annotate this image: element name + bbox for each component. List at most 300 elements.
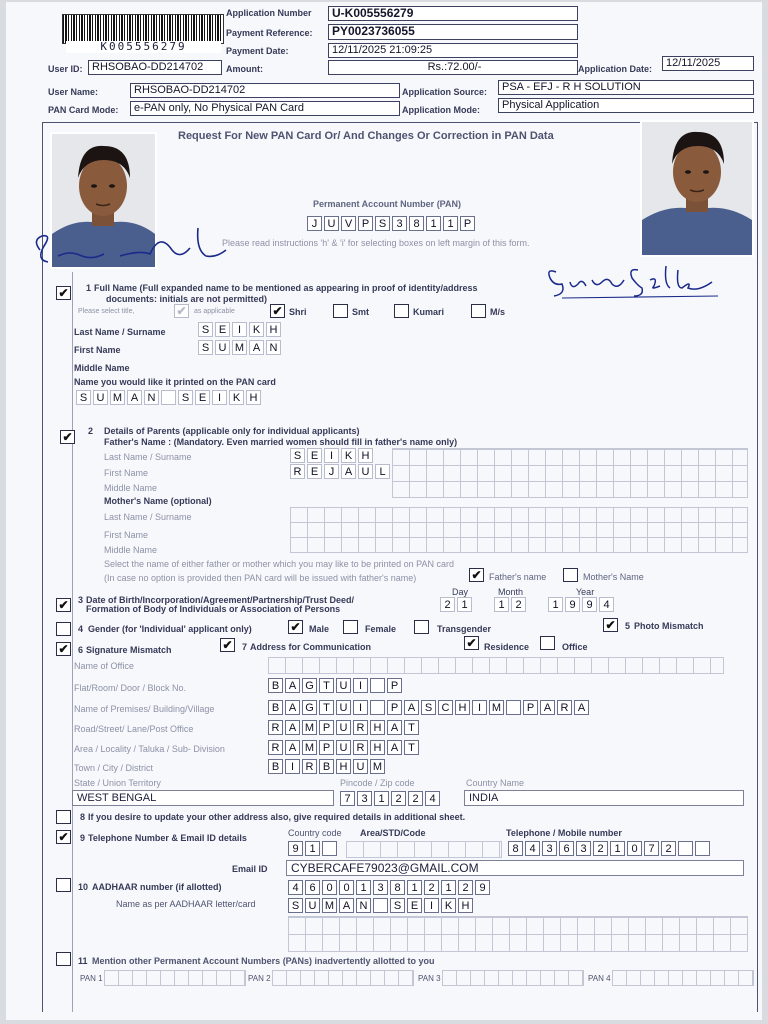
dob-month-char: 1 [494, 597, 509, 612]
pan-char: 8 [409, 216, 424, 231]
last-name-char: E [215, 322, 230, 337]
std-code-boxes [346, 841, 502, 858]
pan-card-mode-label: PAN Card Mode: [48, 105, 119, 115]
state-value: WEST BENGAL [72, 790, 334, 806]
user-name-label: User Name: [48, 87, 99, 97]
pan-char: P [358, 216, 373, 231]
phone-char: 8 [508, 841, 523, 856]
premises-char: G [302, 700, 317, 715]
father-middle-label: Middle Name [104, 483, 158, 493]
father-last-char: I [324, 448, 339, 463]
pan-2-label: PAN 2 [248, 974, 271, 983]
section-1-number: 1 [86, 283, 92, 293]
phone-char [695, 841, 710, 856]
area-char: U [336, 740, 351, 755]
road-label: Road/Street/ Lane/Post Office [74, 724, 194, 734]
instructions-text: Please read instructions 'h' & 'i' for selecting boxes on left margin of this form. [222, 238, 530, 248]
mother-middle-label: Middle Name [104, 545, 158, 555]
section-11-title: Mention other Permanent Account Numbers (PANs) inadvertently allotted to you [92, 956, 435, 966]
pincode-label: Pincode / Zip code [340, 778, 415, 788]
mother-last-label: Last Name / Surname [104, 512, 192, 522]
last-name-grid [198, 322, 283, 337]
first-name-char: M [232, 340, 247, 355]
print-name-char: S [76, 390, 91, 405]
town-char: R [302, 759, 317, 774]
premises-char: R [557, 700, 572, 715]
pincode-char: 2 [391, 791, 406, 806]
application-source-value: PSA - EFJ - R H SOLUTION [498, 80, 754, 95]
phone-char: 4 [525, 841, 540, 856]
std-code-label: Area/STD/Code [360, 828, 426, 838]
applicable-hint: as applicable [194, 308, 235, 315]
section-10-checkbox[interactable] [56, 878, 71, 892]
first-name-char: N [266, 340, 281, 355]
title-kumari-checkbox[interactable] [394, 304, 409, 318]
last-name-char: I [232, 322, 247, 337]
flat-char: U [336, 678, 351, 693]
aadhaar-name-char: M [322, 898, 337, 913]
gender-female-label: Female [365, 624, 397, 634]
section-11-checkbox[interactable] [56, 952, 71, 966]
section-8-checkbox[interactable] [56, 810, 71, 824]
premises-char: S [421, 700, 436, 715]
title-checkbox-faded: ✔ [174, 304, 189, 318]
section-5-number: 5 [625, 621, 631, 631]
dob-day-char: 1 [457, 597, 472, 612]
middle-name-label: Middle Name [74, 363, 130, 373]
pan-4-boxes [612, 970, 754, 986]
application-number-label: Application Number [226, 8, 312, 18]
pan-2-boxes [272, 970, 414, 986]
aadhaar-name-char: S [288, 898, 303, 913]
month-label: Month [498, 587, 524, 597]
aadhaar-char: 4 [288, 880, 303, 895]
email-value: CYBERCAFE79023@GMAIL.COM [286, 860, 744, 876]
dob-month-grid [494, 597, 528, 612]
premises-char: B [268, 700, 283, 715]
mother-name-label: Mother's Name (optional) [104, 496, 212, 506]
flat-char [370, 678, 385, 693]
aadhaar-name-char: I [424, 898, 439, 913]
road-char: M [302, 720, 317, 735]
payment-date-value: 12/11/2025 21:09:25 [328, 43, 578, 58]
first-name-char: A [249, 340, 264, 355]
print-name-char: S [178, 390, 193, 405]
premises-char: A [285, 700, 300, 715]
application-date-label: Application Date: [578, 64, 653, 74]
road-char: T [404, 720, 419, 735]
phone-char: 2 [661, 841, 676, 856]
print-name-grid [76, 390, 263, 405]
aadhaar-name-extra-boxes [288, 916, 748, 952]
section-8-title: If you desire to update your other address also, give required details in additional sheet. [88, 812, 466, 822]
aadhaar-name-char: U [305, 898, 320, 913]
state-label: State / Union Territory [74, 778, 161, 788]
town-char: B [268, 759, 283, 774]
title-ms-checkbox[interactable] [471, 304, 486, 318]
gender-transgender-label: Transgender [437, 624, 492, 634]
print-name-char: E [195, 390, 210, 405]
flat-label: Flat/Room/ Door / Block No. [74, 683, 187, 693]
road-char: U [336, 720, 351, 735]
premises-char: C [438, 700, 453, 715]
father-last-char: E [307, 448, 322, 463]
area-grid [268, 740, 421, 755]
premises-char: A [574, 700, 589, 715]
signature-right [542, 258, 732, 302]
pincode-char: 3 [357, 791, 372, 806]
application-source-label: Application Source: [402, 87, 488, 97]
print-name-char: N [144, 390, 159, 405]
aadhaar-char: 9 [475, 880, 490, 895]
section-6-title: Signature Mismatch [86, 645, 172, 655]
road-char: A [285, 720, 300, 735]
title-kumari-label: Kumari [413, 307, 445, 317]
dob-year-char: 9 [565, 597, 580, 612]
phone-char: 3 [542, 841, 557, 856]
dob-year-char: 9 [582, 597, 597, 612]
barcode-text: K005556279 [66, 41, 221, 53]
flat-char: B [268, 678, 283, 693]
country-code-char: 9 [288, 841, 303, 856]
section-4-title: Gender (for 'Individual' applicant only) [88, 624, 252, 634]
father-first-char: E [307, 464, 322, 479]
premises-char: I [472, 700, 487, 715]
section-5-checkbox[interactable]: ✔ [603, 618, 618, 632]
pan-1-boxes [104, 970, 246, 986]
day-label: Day [452, 587, 469, 597]
father-first-char: J [324, 464, 339, 479]
father-first-label: First Name [104, 468, 149, 478]
phone-char [678, 841, 693, 856]
dob-day-grid [440, 597, 474, 612]
aadhaar-char: 6 [305, 880, 320, 895]
country-code-grid [288, 841, 339, 856]
last-name-char: S [198, 322, 213, 337]
premises-char: H [455, 700, 470, 715]
area-char: A [285, 740, 300, 755]
pan-char: 1 [443, 216, 458, 231]
section-5-title: Photo Mismatch [634, 621, 704, 631]
aadhaar-char: 8 [390, 880, 405, 895]
mother-name-boxes [290, 507, 748, 553]
pan-1-label: PAN 1 [80, 974, 103, 983]
user-id-label: User ID: [48, 64, 83, 74]
pan-char: J [307, 216, 322, 231]
section-7-checkbox[interactable]: ✔ [220, 638, 235, 652]
margin-column-line [72, 272, 73, 1012]
pincode-char: 2 [408, 791, 423, 806]
town-char: H [336, 759, 351, 774]
print-name-label: Name you would like it printed on the PAN card [74, 377, 276, 387]
title-shri-checkbox[interactable]: ✔ [270, 304, 285, 318]
title-shri-label: Shri [289, 307, 307, 317]
pan-form-sheet [6, 2, 762, 1020]
road-char: R [353, 720, 368, 735]
application-number-value: U-K005556279 [328, 6, 578, 21]
father-last-grid [290, 448, 375, 463]
section-9-number: 9 [80, 833, 86, 843]
country-code-char: 1 [305, 841, 320, 856]
road-char: P [319, 720, 334, 735]
frame-right-line [757, 122, 758, 1012]
father-first-char: U [358, 464, 373, 479]
address-office-checkbox[interactable] [540, 636, 555, 650]
aadhaar-name-char: N [356, 898, 371, 913]
section-9-title: Telephone Number & Email ID details [88, 833, 247, 843]
premises-char [506, 700, 521, 715]
section-6-checkbox[interactable]: ✔ [56, 642, 71, 656]
title-smt-checkbox[interactable] [333, 304, 348, 318]
aadhaar-char: 3 [373, 880, 388, 895]
pan-grid [307, 216, 477, 231]
section-10-title: AADHAAR number (if allotted) [92, 882, 222, 892]
town-char: B [319, 759, 334, 774]
section-2-number: 2 [88, 426, 94, 436]
aadhaar-char: 2 [458, 880, 473, 895]
mother-first-label: First Name [104, 530, 149, 540]
premises-char: M [489, 700, 504, 715]
flat-char: G [302, 678, 317, 693]
flat-char: A [285, 678, 300, 693]
pan-card-mode-value: e-PAN only, No Physical PAN Card [130, 101, 400, 116]
father-first-char: A [341, 464, 356, 479]
title-smt-label: Smt [352, 307, 370, 317]
pan-char: P [460, 216, 475, 231]
office-name-label: Name of Office [74, 661, 134, 671]
area-char: M [302, 740, 317, 755]
aadhaar-name-char [373, 898, 388, 913]
section-3-subtitle: Formation of Body of Individuals or Association of Persons [86, 604, 341, 614]
aadhaar-char: 1 [441, 880, 456, 895]
town-char: M [370, 759, 385, 774]
aadhaar-name-char: H [458, 898, 473, 913]
aadhaar-char: 2 [424, 880, 439, 895]
premises-char: P [523, 700, 538, 715]
father-last-label: Last Name / Surname [104, 452, 192, 462]
pincode-grid [340, 791, 442, 806]
address-office-label: Office [562, 642, 588, 652]
print-name-char [161, 390, 176, 405]
father-last-char: K [341, 448, 356, 463]
aadhaar-name-label: Name as per AADHAAR letter/card [116, 899, 256, 909]
dob-month-char: 2 [511, 597, 526, 612]
pan-char: 3 [392, 216, 407, 231]
section-1-title: Full Name (Full expanded name to be mentioned as appearing in proof of identity/address [94, 283, 478, 293]
country-code-char [322, 841, 337, 856]
print-name-char: M [110, 390, 125, 405]
section-3-number: 3 [78, 595, 84, 605]
premises-char [370, 700, 385, 715]
aadhaar-char: 1 [356, 880, 371, 895]
payment-reference-label: Payment Reference: [226, 28, 313, 38]
aadhaar-char: 0 [339, 880, 354, 895]
fathers-name-checkbox[interactable]: ✔ [469, 568, 484, 582]
premises-label: Name of Premises/ Building/Village [74, 704, 215, 714]
print-name-char: U [93, 390, 108, 405]
aadhaar-grid [288, 880, 492, 895]
area-char: R [353, 740, 368, 755]
email-label: Email ID [232, 864, 268, 874]
section-11-number: 11 [78, 956, 88, 966]
road-char: A [387, 720, 402, 735]
aadhaar-name-char: K [441, 898, 456, 913]
father-first-grid [290, 464, 392, 479]
gender-male-checkbox[interactable]: ✔ [288, 620, 303, 634]
aadhaar-char: 0 [322, 880, 337, 895]
road-char: H [370, 720, 385, 735]
phone-char: 2 [593, 841, 608, 856]
road-char: R [268, 720, 283, 735]
area-char: H [370, 740, 385, 755]
phone-char: 6 [559, 841, 574, 856]
premises-char: P [387, 700, 402, 715]
area-char: R [268, 740, 283, 755]
area-label: Area / Locality / Taluka / Sub- Division [74, 744, 225, 754]
premises-char: I [353, 700, 368, 715]
father-last-char: S [290, 448, 305, 463]
pan-char: S [375, 216, 390, 231]
dob-day-char: 2 [440, 597, 455, 612]
section-8-number: 8 [80, 812, 86, 822]
gender-transgender-checkbox[interactable] [414, 620, 429, 634]
pan-char: U [324, 216, 339, 231]
section-9-checkbox[interactable]: ✔ [56, 830, 71, 844]
print-name-char: I [212, 390, 227, 405]
dob-year-grid [548, 597, 616, 612]
section-3-title: Date of Birth/Incorporation/Agreement/Partnership/Trust Deed/ [86, 595, 355, 605]
mothers-name-option: Mother's Name [583, 572, 644, 582]
office-name-boxes [268, 657, 724, 674]
section-2-title: Details of Parents (applicable only for individual applicants) [104, 426, 360, 436]
title-ms-label: M/s [490, 307, 506, 317]
last-name-char: K [249, 322, 264, 337]
premises-char: U [336, 700, 351, 715]
first-name-label: First Name [74, 345, 121, 355]
premises-char: T [319, 700, 334, 715]
aadhaar-name-char: S [390, 898, 405, 913]
user-name-value: RHSOBAO-DD214702 [130, 83, 400, 98]
pan-char: 1 [426, 216, 441, 231]
phone-grid [508, 841, 712, 856]
select-name-text: Select the name of either father or mother which you may like to be printed on PAN card [104, 559, 455, 569]
first-name-char: U [215, 340, 230, 355]
father-last-char: H [358, 448, 373, 463]
print-name-char: H [246, 390, 261, 405]
phone-char: 3 [576, 841, 591, 856]
application-date-value: 12/11/2025 [662, 56, 754, 71]
pincode-char: 4 [425, 791, 440, 806]
premises-char: A [404, 700, 419, 715]
pincode-char: 1 [374, 791, 389, 806]
section-4-checkbox[interactable] [56, 622, 71, 636]
section-1-subtitle: documents: initials are not permitted) [106, 294, 268, 304]
father-name-label: Father's Name : (Mandatory. Even married women should fill in father's name only) [104, 437, 458, 447]
road-grid [268, 720, 421, 735]
town-grid [268, 759, 387, 774]
father-first-char: L [375, 464, 390, 479]
section-6-number: 6 [78, 645, 84, 655]
area-char: A [387, 740, 402, 755]
section-1-checkbox[interactable]: ✔ [56, 286, 71, 300]
first-name-char: S [198, 340, 213, 355]
aadhaar-char: 1 [407, 880, 422, 895]
amount-value: Rs.:72.00/- [328, 60, 578, 75]
father-first-char: R [290, 464, 305, 479]
phone-char: 7 [644, 841, 659, 856]
print-name-char: K [229, 390, 244, 405]
amount-label: Amount: [226, 64, 263, 74]
phone-label: Telephone / Mobile number [506, 828, 622, 838]
flat-char: T [319, 678, 334, 693]
aadhaar-name-char: A [339, 898, 354, 913]
photo-right-art [642, 122, 752, 255]
premises-char: A [540, 700, 555, 715]
pincode-char: 7 [340, 791, 355, 806]
year-label: Year [576, 587, 595, 597]
address-residence-checkbox[interactable]: ✔ [464, 636, 479, 650]
flat-grid [268, 678, 404, 693]
flat-char: I [353, 678, 368, 693]
section-4-number: 4 [78, 624, 84, 634]
father-name-boxes [392, 448, 748, 498]
user-id-value: RHSOBAO-DD214702 [88, 60, 222, 75]
pan-3-label: PAN 3 [418, 974, 441, 983]
area-char: P [319, 740, 334, 755]
last-name-label: Last Name / Surname [74, 327, 166, 337]
first-name-grid [198, 340, 283, 355]
country-code-label: Country code [288, 828, 342, 838]
form-title: Request For New PAN Card Or/ And Changes Or Correction in PAN Data [178, 130, 554, 142]
gender-female-checkbox[interactable] [343, 620, 358, 634]
flat-char: P [387, 678, 402, 693]
payment-reference-value: PY0023736055 [328, 24, 578, 40]
section-7-number: 7 [242, 642, 248, 652]
select-title-hint: Please select title, [78, 308, 135, 315]
fathers-name-option: Father's name [489, 572, 547, 582]
application-mode-label: Application Mode: [402, 105, 480, 115]
last-name-char: H [266, 322, 281, 337]
application-mode-value: Physical Application [498, 98, 754, 113]
pan-3-boxes [442, 970, 584, 986]
applicant-photo-right [640, 120, 754, 257]
pan-4-label: PAN 4 [588, 974, 611, 983]
print-name-char: A [127, 390, 142, 405]
town-char: I [285, 759, 300, 774]
select-name-note: (In case no option is provided then PAN card will be issued with father's name) [104, 573, 417, 583]
aadhaar-name-grid [288, 898, 475, 913]
pan-char: V [341, 216, 356, 231]
section-3-checkbox[interactable]: ✔ [56, 598, 71, 612]
aadhaar-name-char: E [407, 898, 422, 913]
gender-male-label: Male [309, 624, 330, 634]
country-value: INDIA [464, 790, 744, 806]
dob-year-char: 4 [599, 597, 614, 612]
town-char: U [353, 759, 368, 774]
country-label: Country Name [466, 778, 525, 788]
pan-label: Permanent Account Number (PAN) [313, 199, 462, 209]
dob-year-char: 1 [548, 597, 563, 612]
section-10-number: 10 [78, 882, 89, 892]
payment-date-label: Payment Date: [226, 46, 289, 56]
area-char: T [404, 740, 419, 755]
phone-char: 1 [610, 841, 625, 856]
section-2-checkbox[interactable]: ✔ [60, 430, 75, 444]
signature-left [30, 220, 230, 270]
mothers-name-checkbox[interactable] [563, 568, 578, 582]
premises-grid [268, 700, 591, 715]
phone-char: 0 [627, 841, 642, 856]
